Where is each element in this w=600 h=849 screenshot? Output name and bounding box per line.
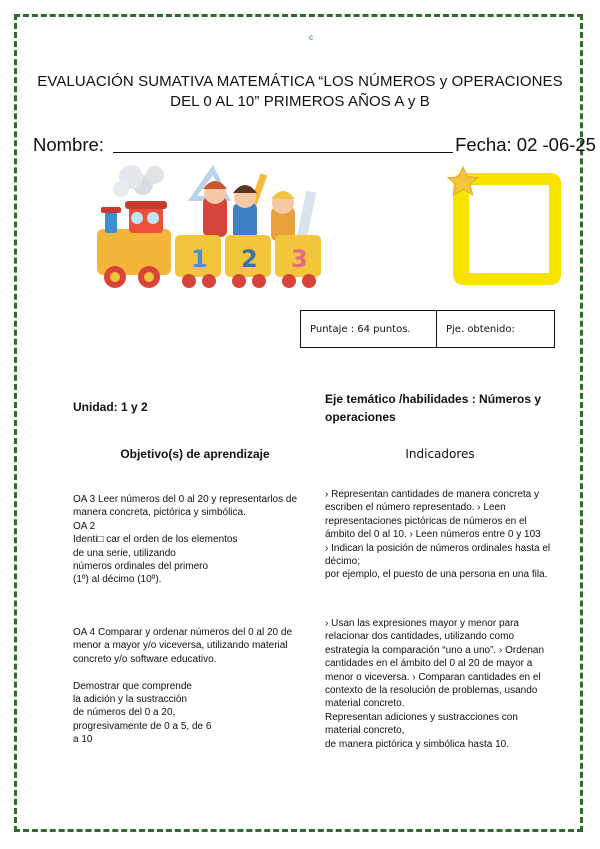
puntaje-cell: Puntaje : 64 puntos. (301, 311, 437, 347)
text-line: números ordinales del primero (73, 561, 209, 573)
text-line: Identi□ car el orden de los elementos (73, 534, 238, 546)
text-line (73, 666, 292, 679)
text-line: OA 2 (73, 520, 96, 532)
text-line: representaciones pictóricas de números en el (325, 515, 527, 527)
text-line: material concreto. (325, 698, 405, 710)
text-line: por ejemplo, el puesto de una persona en una fila. (325, 569, 548, 581)
unidad-label: Unidad: 1 y 2 (73, 400, 148, 414)
train-number-2: 2 (241, 245, 258, 273)
title-line-2: DEL 0 AL 10” PRIMEROS AÑOS A y B (170, 93, 430, 110)
text-line: de manera pictórica y simbólica hasta 10. (325, 738, 509, 750)
text-line: material concreto, (325, 725, 405, 737)
text-line: ámbito del 0 al 10. › Leen números entre 0 y 103 (325, 529, 541, 541)
obtenido-cell[interactable]: Pje. obtenido: (446, 323, 515, 335)
text-line: contexto de la resolución de problemas, usando (325, 685, 538, 697)
text-line: › Usan las expresiones mayor y menor para (325, 618, 519, 629)
text-line: de números del 0 a 20, (73, 707, 176, 719)
text-line: (1º) al décimo (10º). (73, 574, 162, 586)
oa3-block (73, 493, 297, 587)
train-number-3: 3 (291, 245, 308, 273)
text-line: › Representan cantidades de manera concreta y (325, 489, 540, 500)
text-line: de una serie, utilizando (73, 547, 176, 559)
title-line-1: EVALUACIÓN SUMATIVA MATEMÁTICA “LOS NÚMEROS y OPERACIONES (37, 73, 563, 90)
text-line: menor a mayor y/o viceversa, utilizando material (73, 640, 288, 652)
text-line: Representan adiciones y sustracciones con (325, 711, 518, 723)
document-title (30, 72, 570, 112)
text-line: cantidades en el ámbito del 0 al 20 de mayor a (325, 658, 533, 670)
train-illustration (93, 163, 325, 293)
score-box (300, 310, 555, 348)
text-line: a 10 (73, 734, 93, 746)
oa4-block (73, 626, 292, 747)
fecha-label: Fecha: 02 -06-25 (455, 134, 596, 155)
text-line: progresivamente de 0 a 5, de 6 (73, 720, 212, 732)
text-line: décimo; (325, 556, 361, 568)
nombre-label: Nombre: (33, 134, 110, 155)
text-line: Demostrar que comprende (73, 680, 192, 692)
name-date-row (33, 133, 596, 157)
text-line: la adición y la sustracción (73, 694, 187, 706)
indicadores-block-2 (325, 617, 544, 751)
nombre-blank-line[interactable] (113, 152, 453, 153)
train-number-1: 1 (191, 245, 208, 273)
text-line: OA 4 Comparar y ordenar números del 0 al 20 de (73, 627, 293, 638)
indicadores-heading: Indicadores (405, 447, 475, 461)
text-line: estrategia la comparación “uno a uno”. › Ordenan (325, 644, 545, 656)
corner-mark: c (309, 33, 313, 42)
text-line: escriben el número representado. › Leen (325, 502, 506, 514)
text-line: menor o viceversa. › Comparan cantidades en el (325, 671, 541, 683)
photo-frame (445, 165, 567, 290)
text-line: › Indican la posición de números ordinales hasta el (325, 542, 551, 554)
text-line: manera concreta, pictórica y simbólica. (73, 507, 246, 519)
indicadores-block-1 (325, 488, 550, 582)
eje-tematico-label: Eje temático /habilidades : Números y operaciones (325, 392, 542, 424)
objetivo-heading: Objetivo(s) de aprendizaje (120, 447, 270, 461)
text-line: concreto y/o software educativo. (73, 653, 217, 665)
text-line: OA 3 Leer números del 0 al 20 y representarlos de (73, 494, 298, 505)
text-line: relacionar dos cantidades, utilizando como (325, 631, 514, 643)
